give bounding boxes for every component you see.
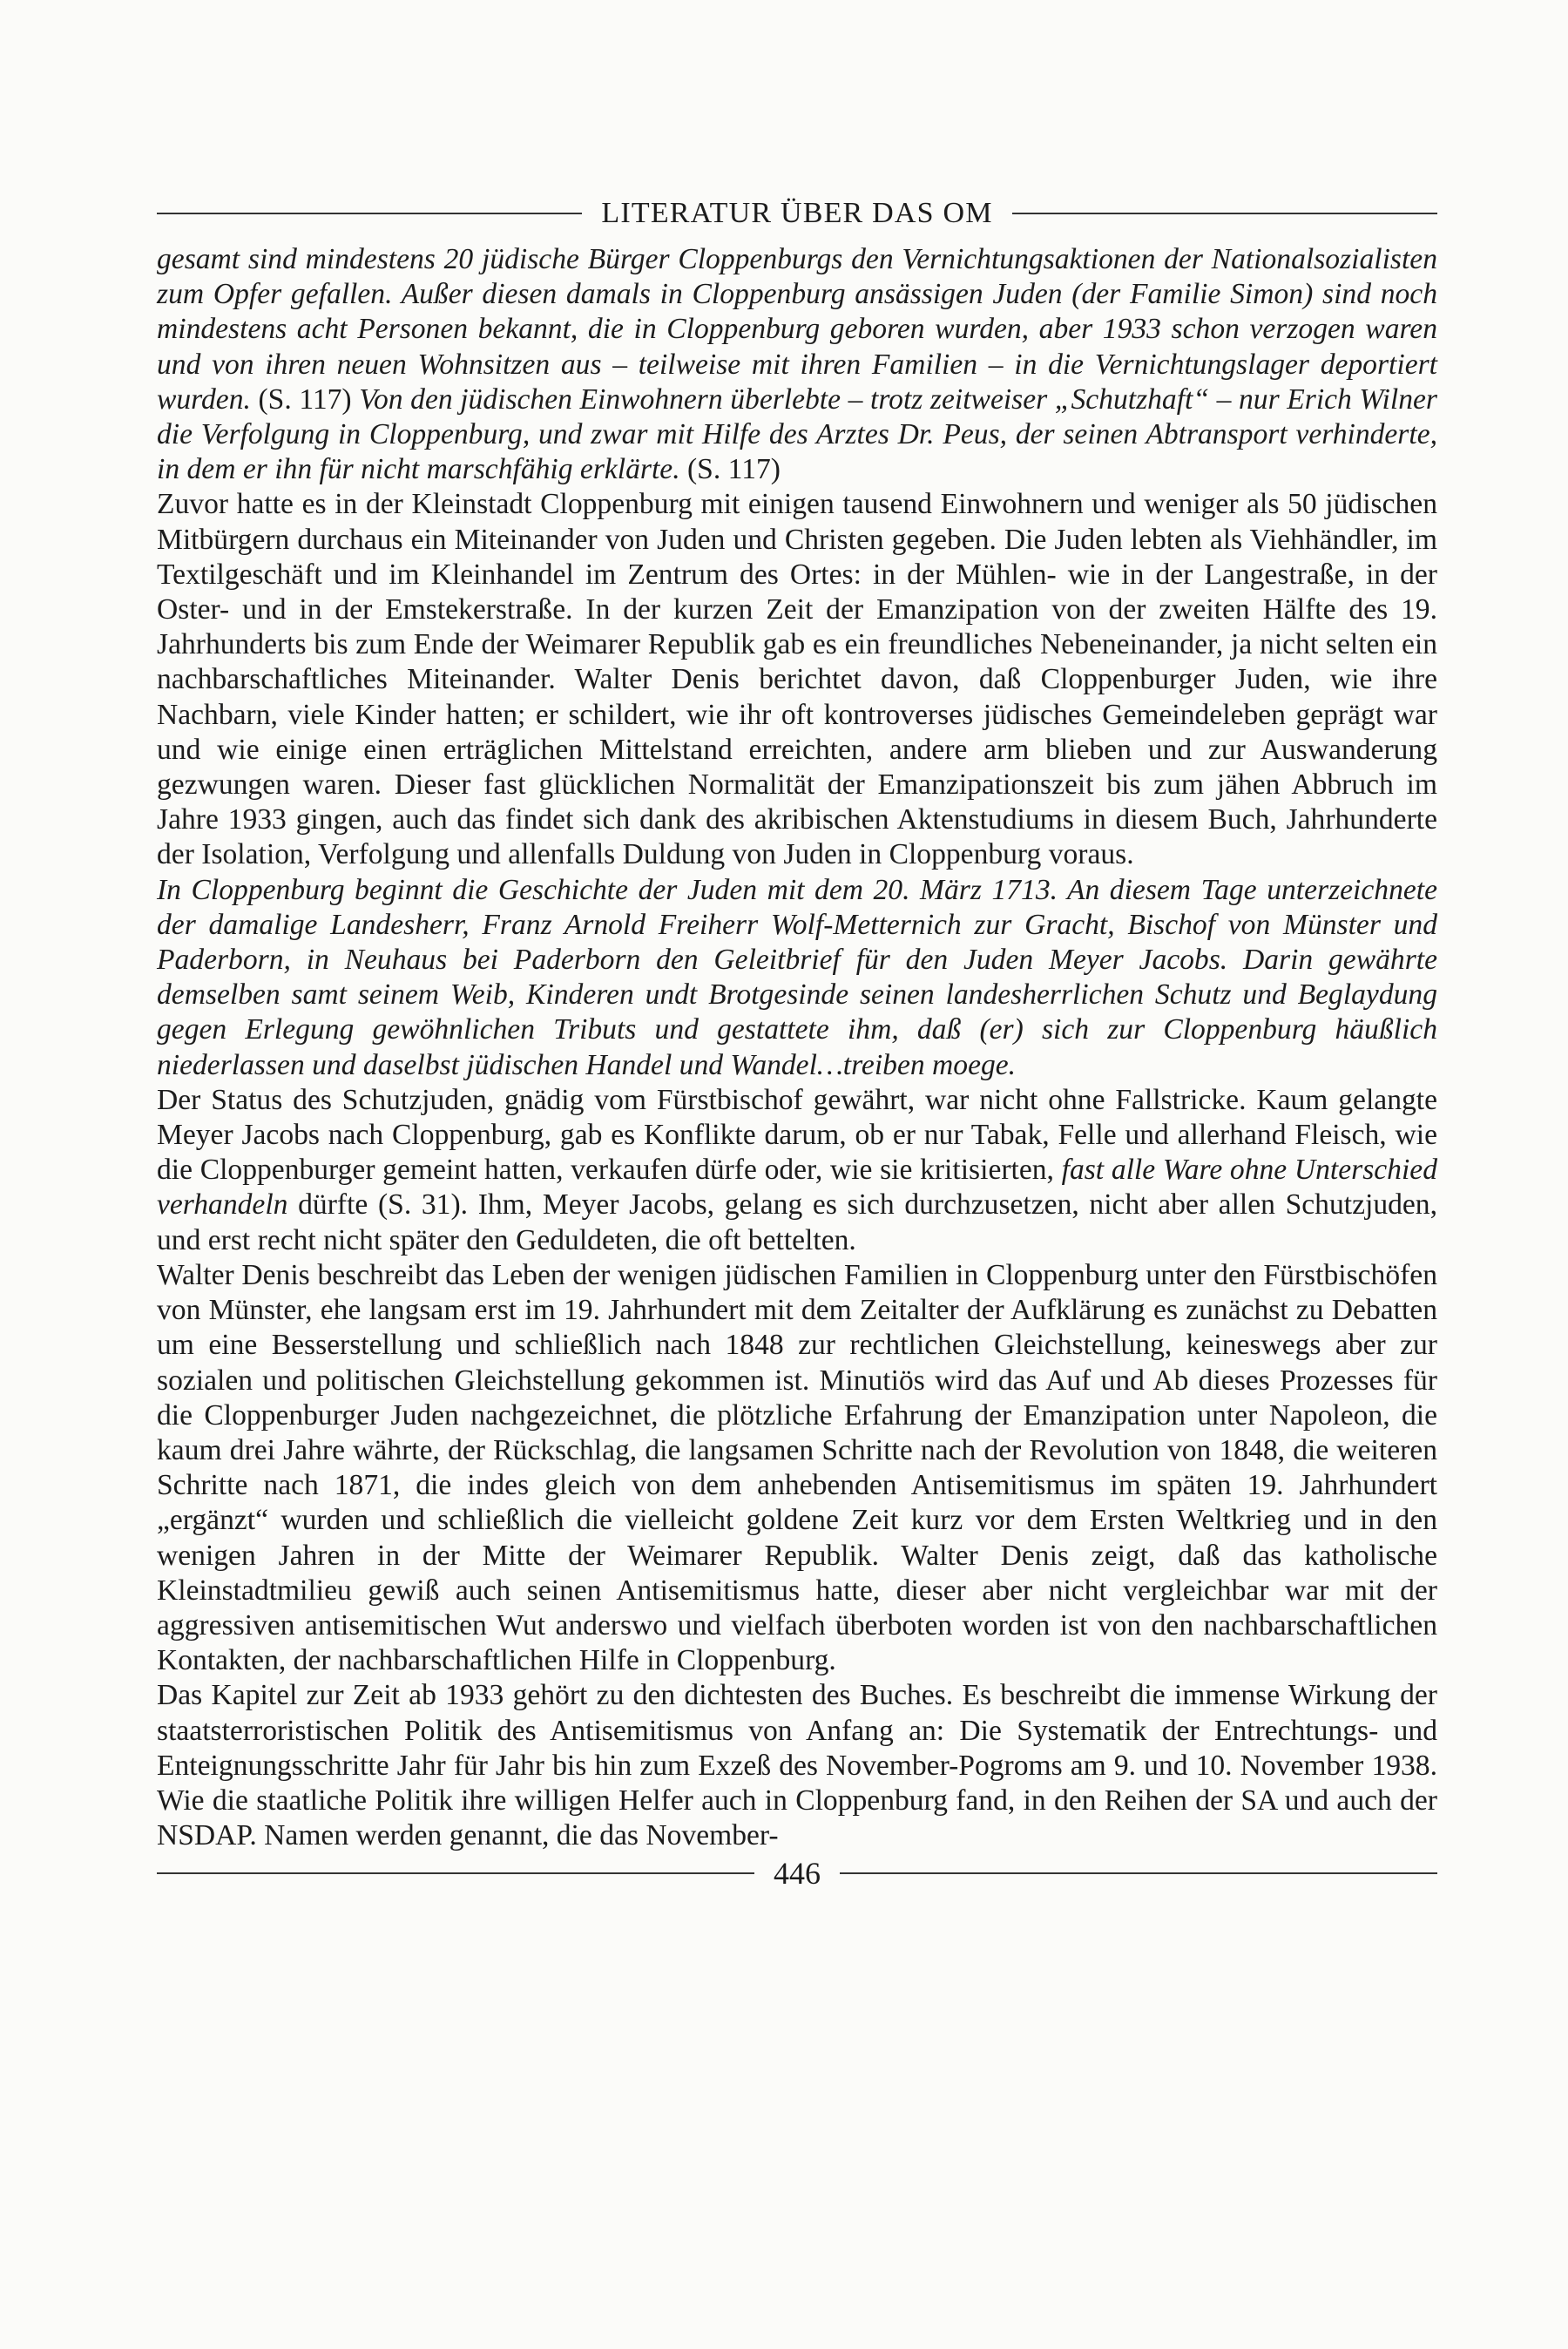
paragraph-4 — [157, 1678, 1437, 1853]
header-rule-left — [157, 213, 582, 214]
page-body — [157, 242, 1437, 1853]
text-run: Der Status des Schutzjuden, gnädig vom Fürstbischof gewährt, war nicht ohne Fallstricke. Kaum gelangte Meyer Jacobs nach Cloppenburg, gab es Konflikte darum, ob er nur Tabak, Felle und allerhand Fleisch, wie die Cloppenburger gemeint hatten, verkaufen dürfe oder, wie sie kritisierten, — [157, 1083, 1437, 1187]
paragraph-1 — [157, 487, 1437, 872]
footer-rule-right — [840, 1872, 1437, 1874]
text-run: dürfte (S. 31). Ihm, Meyer Jacobs, gelang es sich durchzusetzen, nicht aber allen Schutzjuden, und erst recht nicht später den Geduldeten, die oft bettelten. — [157, 1188, 1437, 1256]
paragraph-quote-1 — [157, 242, 1437, 487]
text-run: Walter Denis beschreibt das Leben der wenigen jüdischen Familien in Cloppenburg unter den Fürstbischöfen von Münster, ehe langsam erst im 19. Jahrhundert mit dem Zeitalter der Aufklärung es zunächst zu Debatten um eine Besserstellung und schließlich nach 1848 zur rechtlichen Gleichstellung, keineswegs aber zur sozialen und politischen Gleichstellung gekommen ist. Minutiös wird das Auf und Ab dieses Prozesses für die Cloppenburger Juden nachgezeichnet, die plötzliche Erfahrung der Emanzipation unter Napoleon, die kaum drei Jahre währte, der Rückschlag, die langsamen Schritte nach der Revolution von 1848, die weiteren Schritte nach 1871, die indes gleich von dem anhebenden Antisemitismus im späten 19. Jahrhundert „ergänzt“ wurden und schließlich die vielleicht goldene Zeit kurz vor dem Ersten Weltkrieg und in den wenigen Jahren in der Mitte der Weimarer Republik. Walter Denis zeigt, daß das katholische Kleinstadtmilieu gewiß auch seinen Antisemitismus hatte, dieser aber nicht vergleichbar war mit der aggressiven antisemitischen Wut anderswo und vielfach überboten worden ist von den nachbarschaftlichen Kontakten, der nachbarschaftlichen Hilfe in Cloppenburg. — [157, 1258, 1437, 1677]
text-run: In Cloppenburg beginnt die Geschichte der Juden mit dem 20. März 1713. An diesem Tage unterzeichnete der damalige Landesherr, Franz Arnold Freiherr Wolf-Metternich zur Gracht, Bischof von Münster und Paderborn, in Neuhaus bei Paderborn den Geleitbrief für den Juden Meyer Jacobs. Darin gewährte demselben samt seinem Weib, Kinderen undt Brotgesinde seinen landesherrlichen Schutz und Beglaydung gegen Erlegung gewöhnlichen Tributs und gestattete ihm, daß (er) sich zur Cloppenburg häußlich niederlassen und daselbst jüdischen Handel und Wandel…treiben moege. — [157, 873, 1437, 1081]
paragraph-quote-2 — [157, 873, 1437, 1083]
text-run: Das Kapitel zur Zeit ab 1933 gehört zu den dichtesten des Buches. Es beschreibt die immense Wirkung der staatsterroristischen Politik des Antisemitismus von Anfang an: Die Systematik der Entrechtungs- und Enteignungsschritte Jahr für Jahr bis hin zum Exzeß des November-Pogroms am 9. und 10. November 1938. Wie die staatliche Politik ihre willigen Helfer auch in Cloppenburg fand, in den Reihen der SA und auch der NSDAP. Namen werden genannt, die das November- — [157, 1679, 1437, 1852]
paragraph-2 — [157, 1083, 1437, 1258]
text-run: gesamt sind mindestens 20 jüdische Bürger Cloppenburgs den Vernichtungsaktionen der Nationalsozialisten zum Opfer gefallen. Außer diesen damals in Cloppenburg ansässigen Juden (der Familie Simon) sind noch mindestens acht Personen bekannt, die in Cloppenburg geboren wurden, aber 1933 schon verzogen waren und von ihren neuen Wohnsitzen aus – teilweise mit ihren Familien – in die Vernichtungslager deportiert wurden. — [157, 243, 1437, 416]
text-run: Zuvor hatte es in der Kleinstadt Cloppenburg mit einigen tausend Einwohnern und weniger als 50 jüdischen Mitbürgern durchaus ein Miteinander von Juden und Christen gegeben. Die Juden lebten als Viehhändler, im Textilgeschäft und im Kleinhandel im Zentrum des Ortes: in der Mühlen- wie in der Langestraße, in der Oster- und in der Emstekerstraße. In der kurzen Zeit der Emanzipation von der zweiten Hälfte des 19. Jahrhunderts bis zum Ende der Weimarer Republik gab es ein freundliches Nebeneinander, ja nicht selten ein nachbarschaftliches Miteinander. Walter Denis berichtet davon, daß Cloppenburger Juden, wie ihre Nachbarn, viele Kinder hatten; er schildert, wie ihr oft kontroverses jüdisches Gemeindeleben geprägt war und wie einige einen erträglichen Mittelstand erreichten, andere arm blieben und zur Auswanderung gezwungen waren. Dieser fast glücklichen Normalität der Emanzipationszeit bis zum jähen Abbruch im Jahre 1933 gingen, auch das findet sich dank des akribischen Aktenstudiums in diesem Buch, Jahrhunderte der Isolation, Verfolgung und allenfalls Duldung von Juden in Cloppenburg voraus. — [157, 488, 1437, 871]
paragraph-3 — [157, 1258, 1437, 1678]
text-run: (S. 117) — [250, 382, 360, 416]
running-header-title: LITERATUR ÜBER DAS OM — [601, 197, 993, 229]
running-header — [157, 187, 1437, 240]
text-run: fast alle Ware ohne Unterschied verhandeln — [157, 1154, 1437, 1222]
page-footer — [157, 1849, 1437, 1898]
text-run: (S. 117) — [679, 453, 781, 486]
header-rule-right — [1012, 213, 1437, 214]
text-run: Von den jüdischen Einwohnern überlebte – trotz zeitweiser „Schutzhaft“ – nur Erich Wilner die Verfolgung in Cloppenburg, und zwar mit Hilfe des Arztes Dr. Peus, der seinen Abtransport verhinderte, in dem er ihn für nicht marschfähig erklärte. — [157, 382, 1437, 486]
page-number: 446 — [774, 1856, 821, 1891]
footer-rule-left — [157, 1872, 754, 1874]
